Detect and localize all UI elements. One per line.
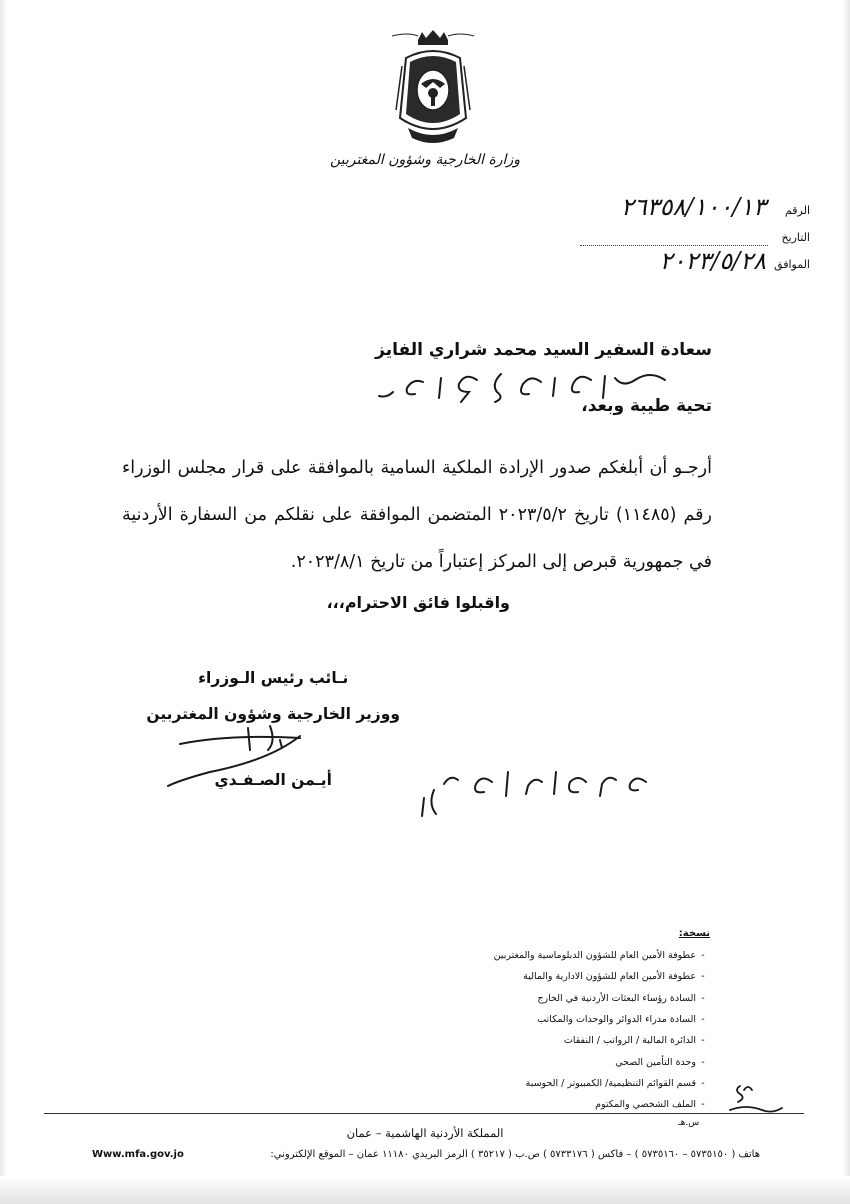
copy-list-item-text: الدائرة المالية / الرواتب / النفقات	[563, 1035, 696, 1047]
handwritten-signature	[150, 720, 310, 790]
signatory-title-2: ووزير الخارجية وشؤون المغتربين	[146, 705, 400, 723]
letter-body: أرجـو أن أبلغكم صدور الإرادة الملكية السامية بالموافقة على قرار مجلس الوزراء رقم (١١٤٨٥) تاريخ ٢٠٢٣/٥/٢ المتضمن الموافقة على نقلكم من السفارة الأردنية في جمهورية قبرص إلى المركز إعتباراً من تاريخ ٢٠٢٣/٨/١.	[122, 458, 712, 572]
list-dash: -	[701, 971, 705, 983]
reference-number-row	[550, 192, 810, 219]
footer-divider	[44, 1113, 804, 1114]
copy-list-header: نسخة:	[678, 928, 710, 939]
recipient-line: سعادة السفير السيد محمد شراري الفايز	[375, 340, 712, 360]
copy-list-item-text: عطوفة الأمين العام للشؤون الدبلوماسية والمغتربين	[493, 950, 696, 962]
reference-number-value: ٢٦٣٥٨/١٠٠/١٣	[620, 193, 766, 221]
copy-list-item	[390, 945, 710, 966]
footer-website-url: Www.mfa.gov.jo	[92, 1149, 184, 1160]
coat-of-arms-emblem	[388, 30, 478, 150]
list-dash: -	[701, 1077, 705, 1089]
list-dash: -	[701, 1035, 705, 1047]
list-dash: -	[701, 1014, 705, 1026]
date-row	[550, 219, 810, 246]
copy-list-item	[390, 988, 710, 1009]
list-dash: -	[701, 1056, 705, 1068]
copy-list-item-text: السادة رؤساء البعثات الأردنية في الخارج	[537, 992, 696, 1004]
copy-list-item-text: السادة مدراء الدوائر والوحدات والمكاتب	[537, 1014, 696, 1026]
greeting-line: تحية طيبة وبعد،	[581, 396, 712, 416]
list-dash: -	[701, 950, 705, 962]
footer-kingdom-text: المملكة الأردنية الهاشمية – عمان	[346, 1126, 504, 1140]
copy-list-item	[390, 1030, 710, 1051]
date-dotted-line	[580, 231, 768, 246]
corresponding-date-row	[550, 246, 810, 273]
handwritten-initials	[726, 1080, 786, 1120]
signatory-name: أيـمن الصـفـدي	[214, 771, 332, 789]
copy-list-item	[390, 1009, 710, 1030]
copy-list-item	[390, 1073, 710, 1094]
copy-list-item-text: الملف الشخصي والمكتوم	[595, 1099, 696, 1111]
copy-list-item-text: عطوفة الأمين العام للشؤون الادارية والمالية	[523, 971, 696, 983]
copy-list-item	[390, 1051, 710, 1072]
clerk-initials-mark: س.هـ	[678, 1118, 700, 1128]
corresponding-date-label: الموافق	[774, 258, 810, 271]
handwritten-note-2	[410, 760, 660, 820]
reference-metadata	[550, 192, 810, 273]
footer-contact-details: هاتف ( ٥٧٣٥١٥٠ – ٥٧٣٥١٦٠ ) – فاكس ( ٥٧٣٣١٧٦ ) ص.ب ( ٣٥٢١٧ ) الرمز البريدي ١١١٨٠ عمان – الموقع الإلكتروني:	[270, 1149, 760, 1160]
reference-number-label: الرقم	[784, 204, 810, 217]
copy-list-item-text: قسم القوائم التنظيمية/ الكمبيوتر / الحوسبة	[525, 1077, 696, 1089]
date-label: التاريخ	[781, 231, 810, 244]
page-bottom-shadow	[0, 1176, 850, 1204]
copy-list-item-text: وحدة التأمين الصحي	[615, 1056, 696, 1068]
list-dash: -	[701, 992, 705, 1004]
corresponding-date-value: ٢٠٢٣/٥/٢٨	[659, 247, 766, 275]
list-dash: -	[701, 1099, 705, 1111]
copy-distribution-list	[390, 928, 710, 1115]
copy-list-item	[390, 966, 710, 987]
closing-line: واقبلوا فائق الاحترام،،،	[326, 593, 510, 612]
ministry-logo-text: وزارة الخارجية وشؤون المغتربين	[330, 152, 520, 168]
signatory-title-1: نـائب رئيس الـوزراء	[198, 669, 349, 687]
